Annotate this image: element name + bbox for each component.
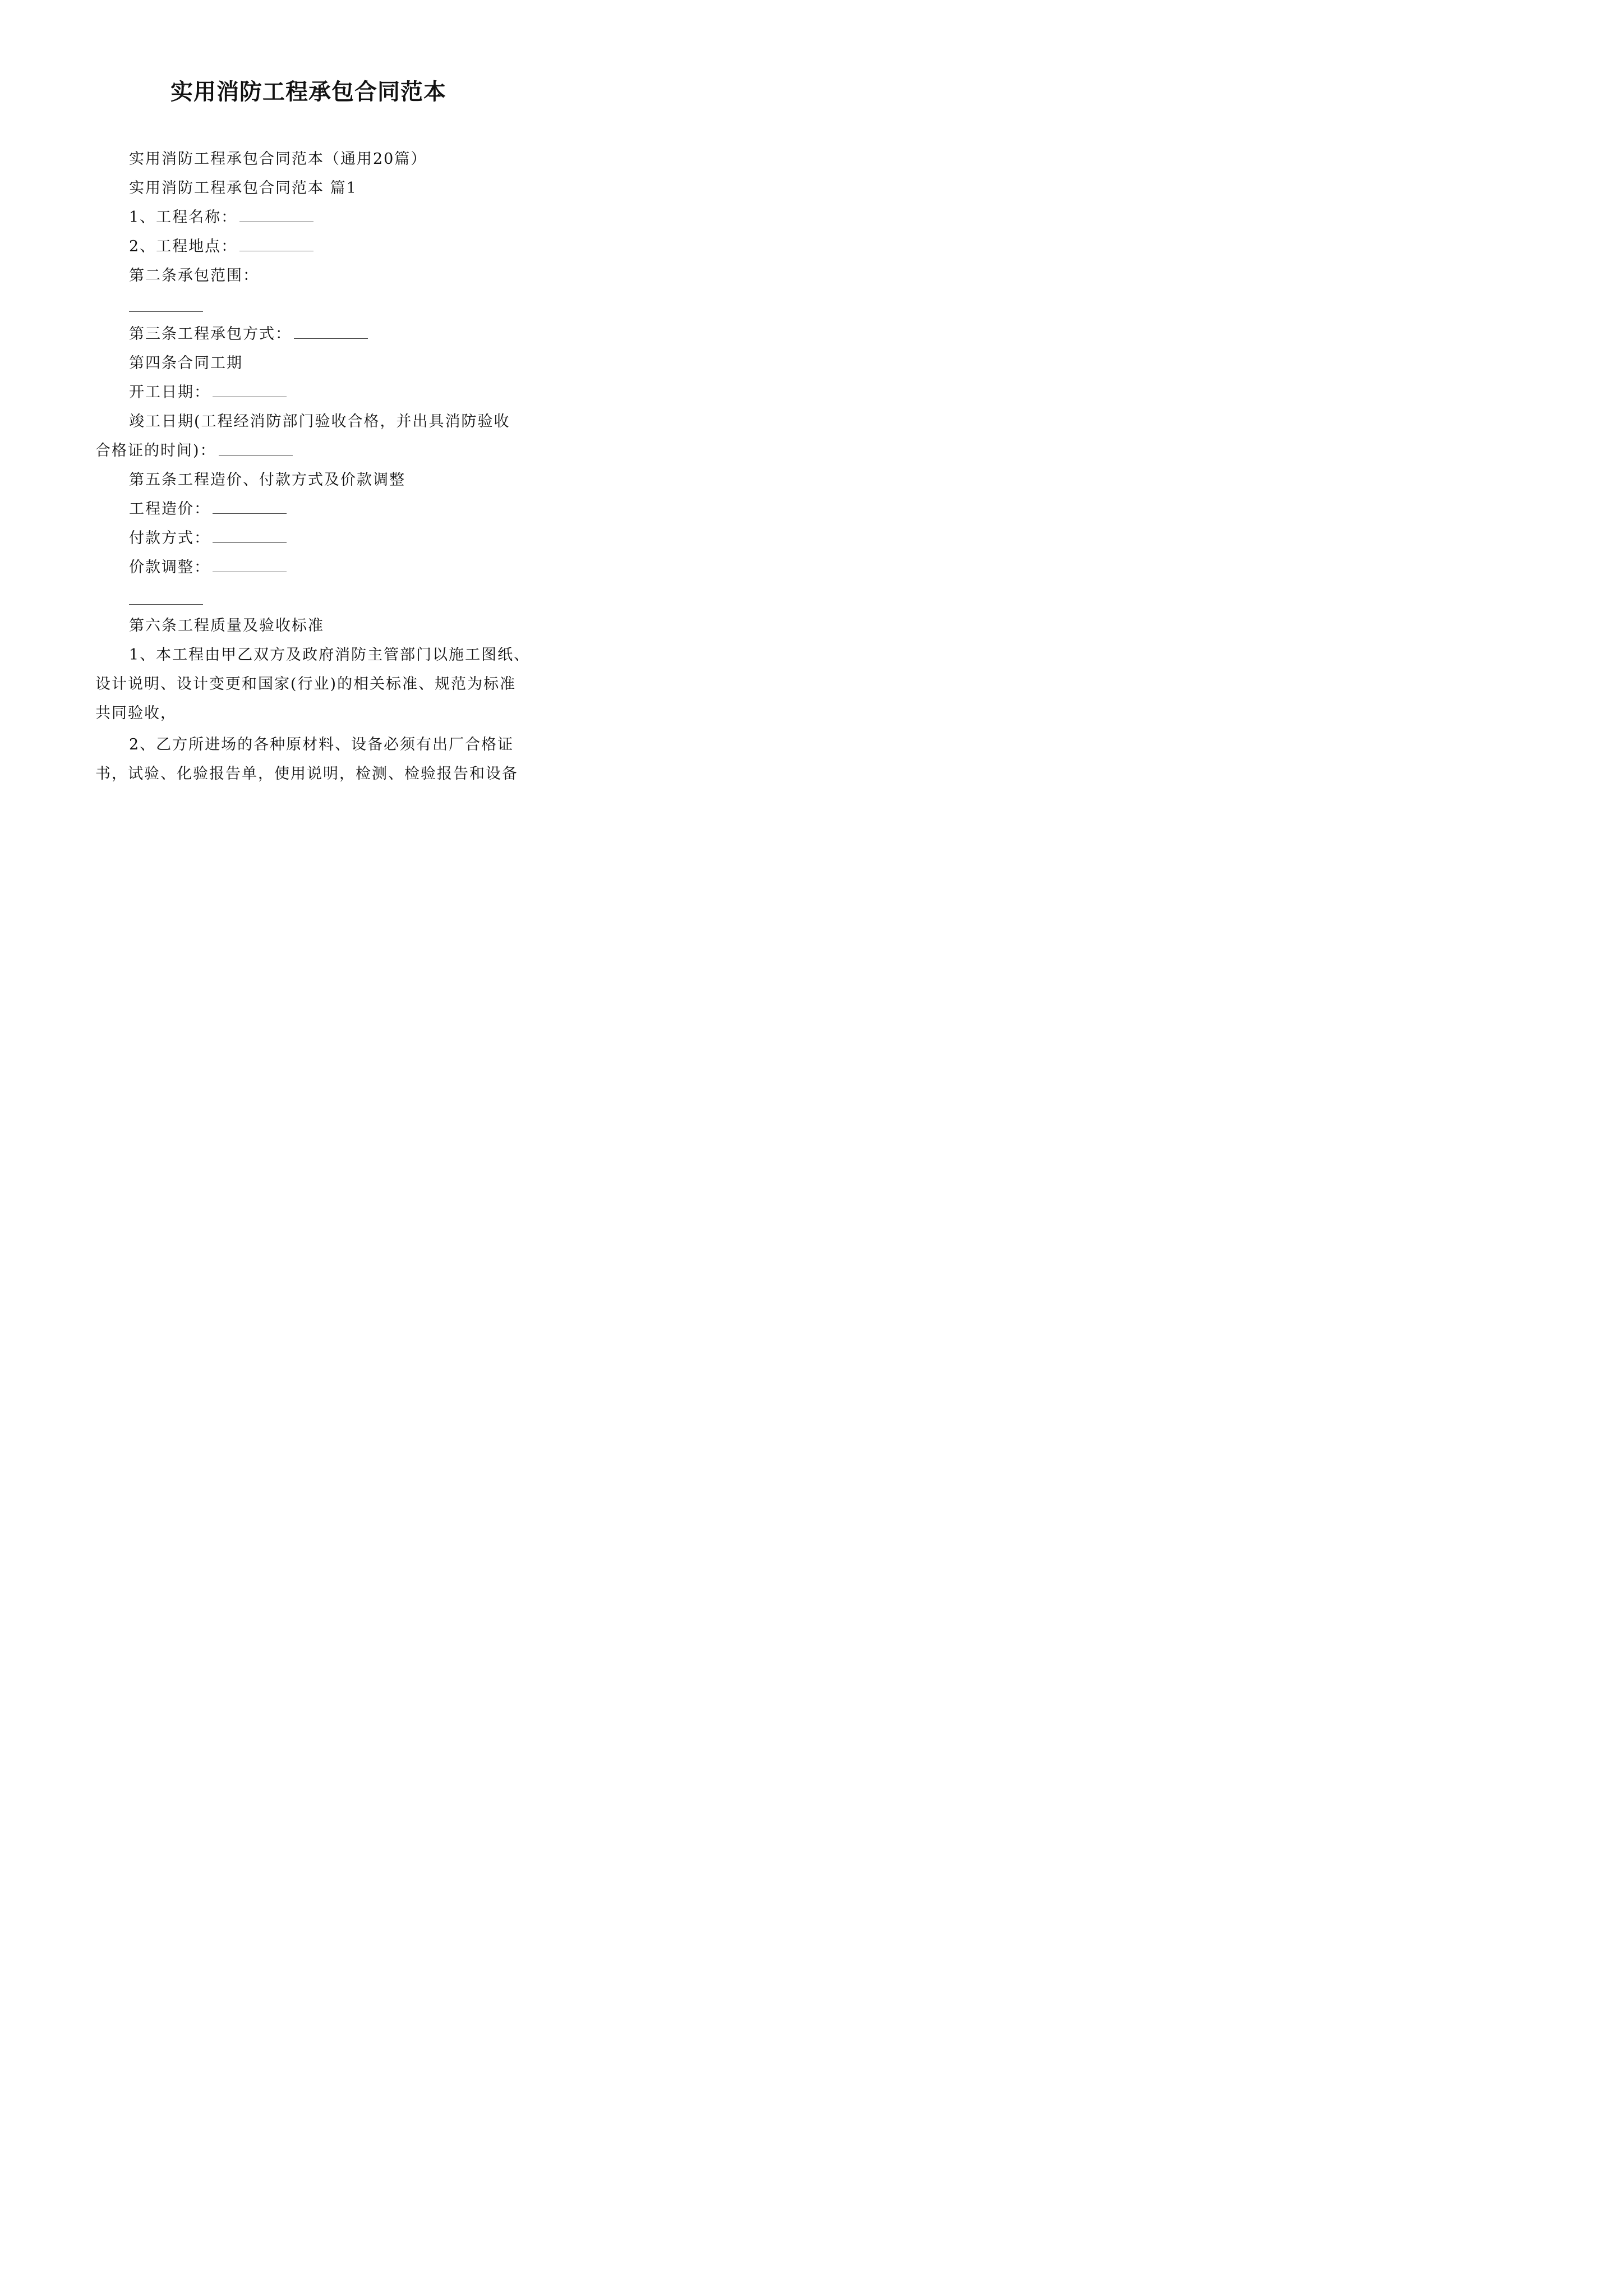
paragraph-2-line-1: 2、乙方所进场的各种原材料、设备必须有出厂合格证 — [129, 736, 514, 753]
document-title: 实用消防工程承包合同范本 — [170, 79, 446, 105]
project-location-field — [129, 237, 313, 257]
subtitle: 实用消防工程承包合同范本（通用20篇） — [129, 150, 427, 168]
completion-date-label: 合格证的时间)： — [95, 442, 216, 459]
completion-date-line-1: 竣工日期(工程经消防部门验收合格，并出具消防验收 — [129, 413, 510, 430]
start-date-label: 开工日期： — [129, 384, 210, 401]
start-date-field — [129, 383, 287, 403]
adjustment-field — [129, 558, 287, 578]
article-2: 第二条承包范围： — [129, 267, 259, 284]
fill-in-blank — [294, 326, 368, 339]
paragraph-2-line-2: 书，试验、化验报告单，使用说明，检测、检验报告和设备 — [95, 765, 518, 783]
fill-in-blank — [239, 238, 313, 251]
document-page — [0, 0, 617, 872]
project-location-label: 2、工程地点： — [129, 238, 238, 255]
article-3-field — [129, 324, 368, 344]
paragraph-1-line-1: 1、本工程由甲乙双方及政府消防主管部门以施工图纸、 — [129, 646, 531, 664]
project-name-label: 1、工程名称： — [129, 209, 238, 226]
project-name-field — [129, 208, 313, 228]
payment-field — [129, 528, 287, 549]
fill-in-blank — [213, 384, 287, 397]
payment-label: 付款方式： — [129, 530, 210, 547]
fill-in-blank — [239, 209, 313, 222]
cost-field — [129, 499, 287, 519]
cost-label: 工程造价： — [129, 500, 210, 518]
fill-in-blank — [129, 311, 203, 312]
completion-date-field — [95, 441, 293, 461]
paragraph-1-line-3: 共同验收， — [95, 705, 177, 722]
fill-in-blank — [213, 501, 287, 514]
paragraph-1-line-2: 设计说明、设计变更和国家(行业)的相关标准、规范为标准 — [95, 675, 517, 693]
fill-in-blank — [129, 604, 203, 605]
article-5: 第五条工程造价、付款方式及价款调整 — [129, 471, 405, 489]
adjustment-label: 价款调整： — [129, 559, 210, 576]
fill-in-blank — [213, 530, 287, 543]
article-4: 第四条合同工期 — [129, 355, 243, 372]
article-6: 第六条工程质量及验收标准 — [129, 617, 324, 634]
fill-in-blank — [219, 443, 293, 455]
article-3-label: 第三条工程承包方式： — [129, 325, 292, 343]
part-heading: 实用消防工程承包合同范本 篇1 — [129, 180, 357, 197]
fill-in-blank — [213, 559, 287, 572]
